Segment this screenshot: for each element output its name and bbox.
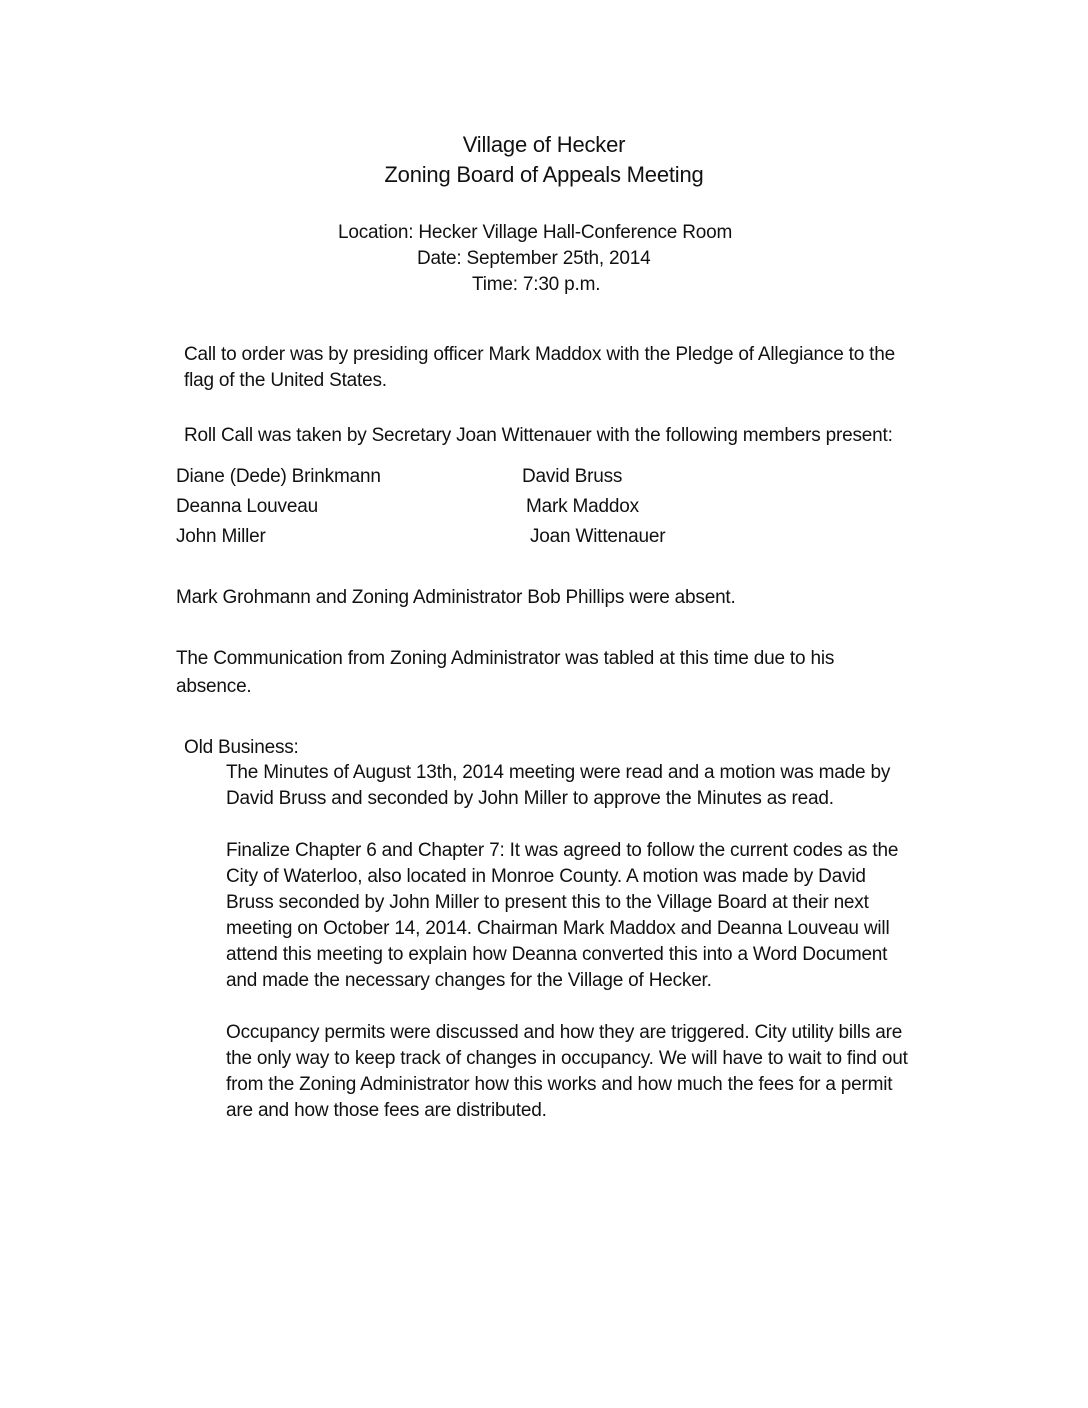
document-title: Village of Hecker [462, 132, 626, 157]
chapters-line-1: Finalize Chapter 6 and Chapter 7: It was agreed to follow the current codes as the [226, 840, 899, 861]
call-to-order-line-2: flag of the United States. [184, 370, 387, 391]
member-name: Diane (Dede) Brinkmann [176, 466, 381, 487]
minutes-line-2: David Bruss and seconded by John Miller to approve the Minutes as read. [226, 788, 834, 809]
member-name: John Miller [176, 526, 266, 547]
chapters-line-3: Bruss seconded by John Miller to present this to the Village Board at their next [226, 892, 869, 913]
communication-line-2: absence. [176, 676, 252, 697]
member-name: Joan Wittenauer [530, 526, 666, 547]
occupancy-line-1: Occupancy permits were discussed and how they are triggered. City utility bills are [226, 1022, 903, 1043]
call-to-order-line-1: Call to order was by presiding officer Mark Maddox with the Pledge of Allegiance to the [184, 344, 895, 365]
meeting-time: Time: 7:30 p.m. [472, 274, 601, 295]
member-name: David Bruss [522, 466, 623, 487]
roll-call-text: Roll Call was taken by Secretary Joan Wittenauer with the following members present: [184, 425, 893, 446]
meeting-date: Date: September 25th, 2014 [417, 248, 651, 269]
occupancy-line-2: the only way to keep track of changes in occupancy. We will have to wait to find out [226, 1048, 908, 1069]
meeting-location: Location: Hecker Village Hall-Conference Room [338, 222, 733, 243]
chapters-line-4: meeting on October 14, 2014. Chairman Mark Maddox and Deanna Louveau will [226, 918, 890, 939]
member-name: Deanna Louveau [176, 496, 318, 517]
occupancy-line-3: from the Zoning Administrator how this works and how much the fees for a permit [226, 1074, 893, 1095]
chapters-line-2: City of Waterloo, also located in Monroe County. A motion was made by David [226, 866, 866, 887]
absent-members-text: Mark Grohmann and Zoning Administrator Bob Phillips were absent. [176, 587, 736, 608]
minutes-line-1: The Minutes of August 13th, 2014 meeting were read and a motion was made by [226, 762, 891, 783]
occupancy-line-4: are and how those fees are distributed. [226, 1100, 547, 1121]
document-subtitle: Zoning Board of Appeals Meeting [384, 162, 704, 187]
chapters-line-5: attend this meeting to explain how Deanna converted this into a Word Document [226, 944, 888, 965]
communication-line-1: The Communication from Zoning Administrator was tabled at this time due to his [176, 648, 835, 669]
chapters-line-6: and made the necessary changes for the Village of Hecker. [226, 970, 712, 991]
member-name: Mark Maddox [526, 496, 639, 517]
old-business-heading: Old Business: [184, 737, 299, 758]
